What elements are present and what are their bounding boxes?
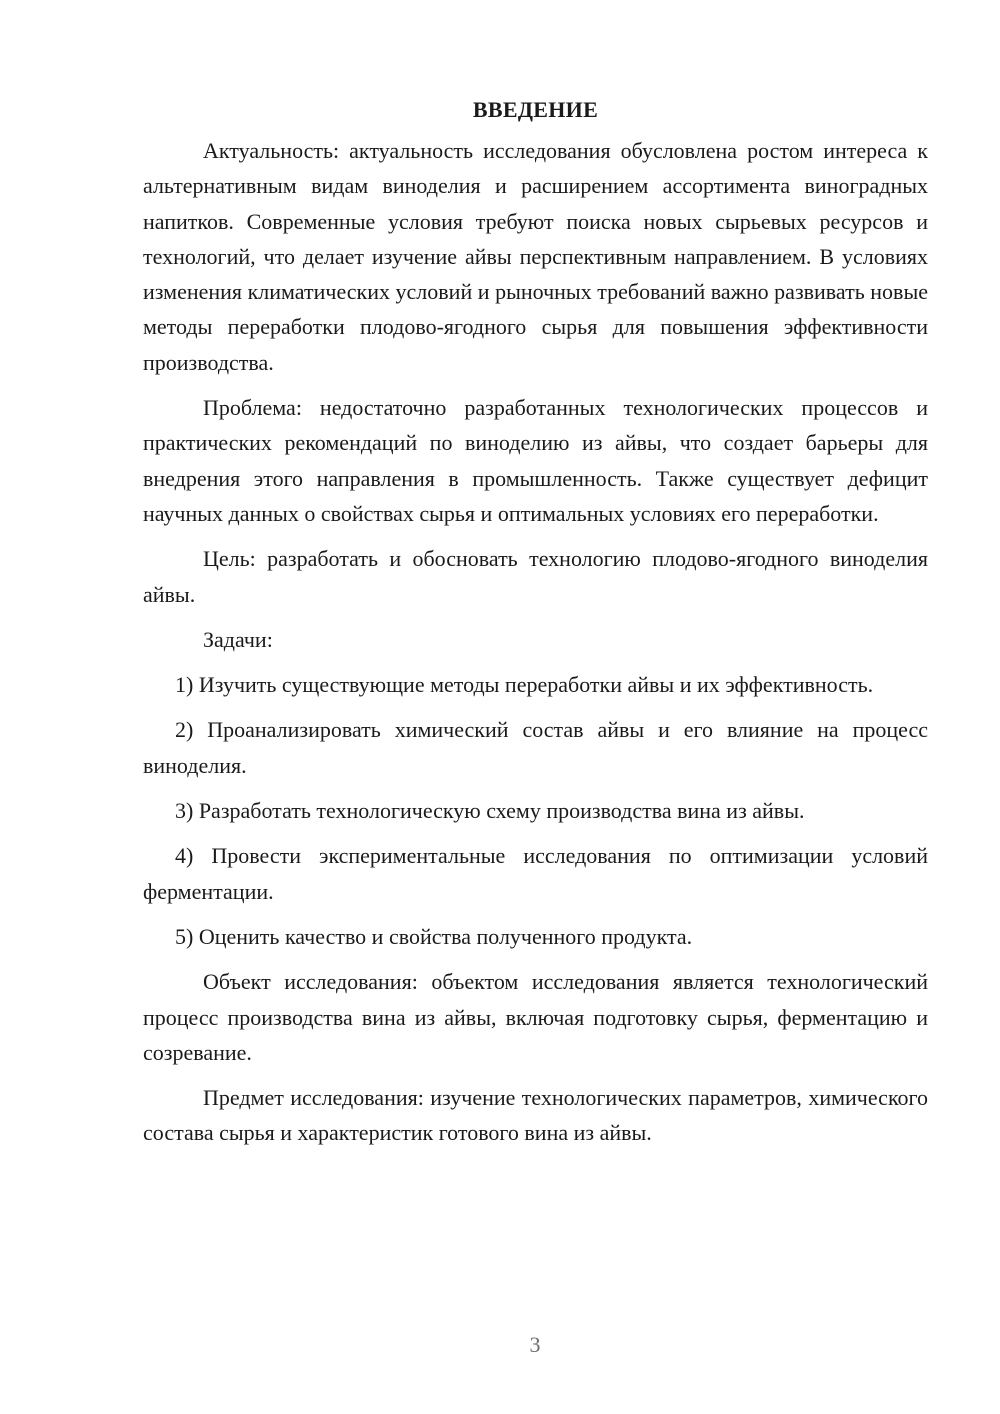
list-item-task-4: 4) Провести экспериментальные исследования по оптимизации условий ферментации.	[143, 843, 928, 904]
list-item-task-1: 1) Изучить существующие методы переработки айвы и их эффективность.	[175, 672, 874, 698]
tasks-heading: Задачи:	[203, 626, 273, 652]
list-item-task-3: 3) Разработать технологическую схему производства вина из айвы.	[175, 798, 805, 824]
paragraph-object: Объект исследования: объектом исследования является технологический процесс производства вина из айвы, включая подготовку сырья, ферментацию и созревание.	[143, 969, 928, 1065]
paragraph-relevance: Актуальность: актуальность исследования обусловлена ростом интереса к альтернативным видам виноделия и расширением ассортимента виноградных напитков. Современные условия требуют поиска новых сырьевых ресурсов и технологий, что делает изучение айвы перспективным направлением. В условиях изменения климатических условий и рыночных требований важно развивать новые методы переработки плодово-ягодного сырья для повышения эффективности производства.	[143, 138, 928, 375]
page-number: 3	[529, 1332, 541, 1357]
list-item-task-2: 2) Проанализировать химический состав айвы и его влияние на процесс виноделия.	[143, 717, 928, 778]
paragraph-subject: Предмет исследования: изучение технологических параметров, химического состава сырья и характеристик готового вина из айвы.	[143, 1085, 928, 1146]
paragraph-problem: Проблема: недостаточно разработанных технологических процессов и практических рекомендаций по виноделию из айвы, что создает барьеры для внедрения этого направления в промышленность. Также существует дефицит научных данных о свойствах сырья и оптимальных условиях его переработки.	[143, 395, 928, 526]
list-item-task-5: 5) Оценить качество и свойства полученного продукта.	[175, 923, 693, 949]
paragraph-goal: Цель: разработать и обосновать технологию плодово-ягодного виноделия айвы.	[143, 546, 928, 607]
document-page	[143, 92, 928, 1161]
page-title: ВВЕДЕНИЕ	[472, 97, 599, 122]
